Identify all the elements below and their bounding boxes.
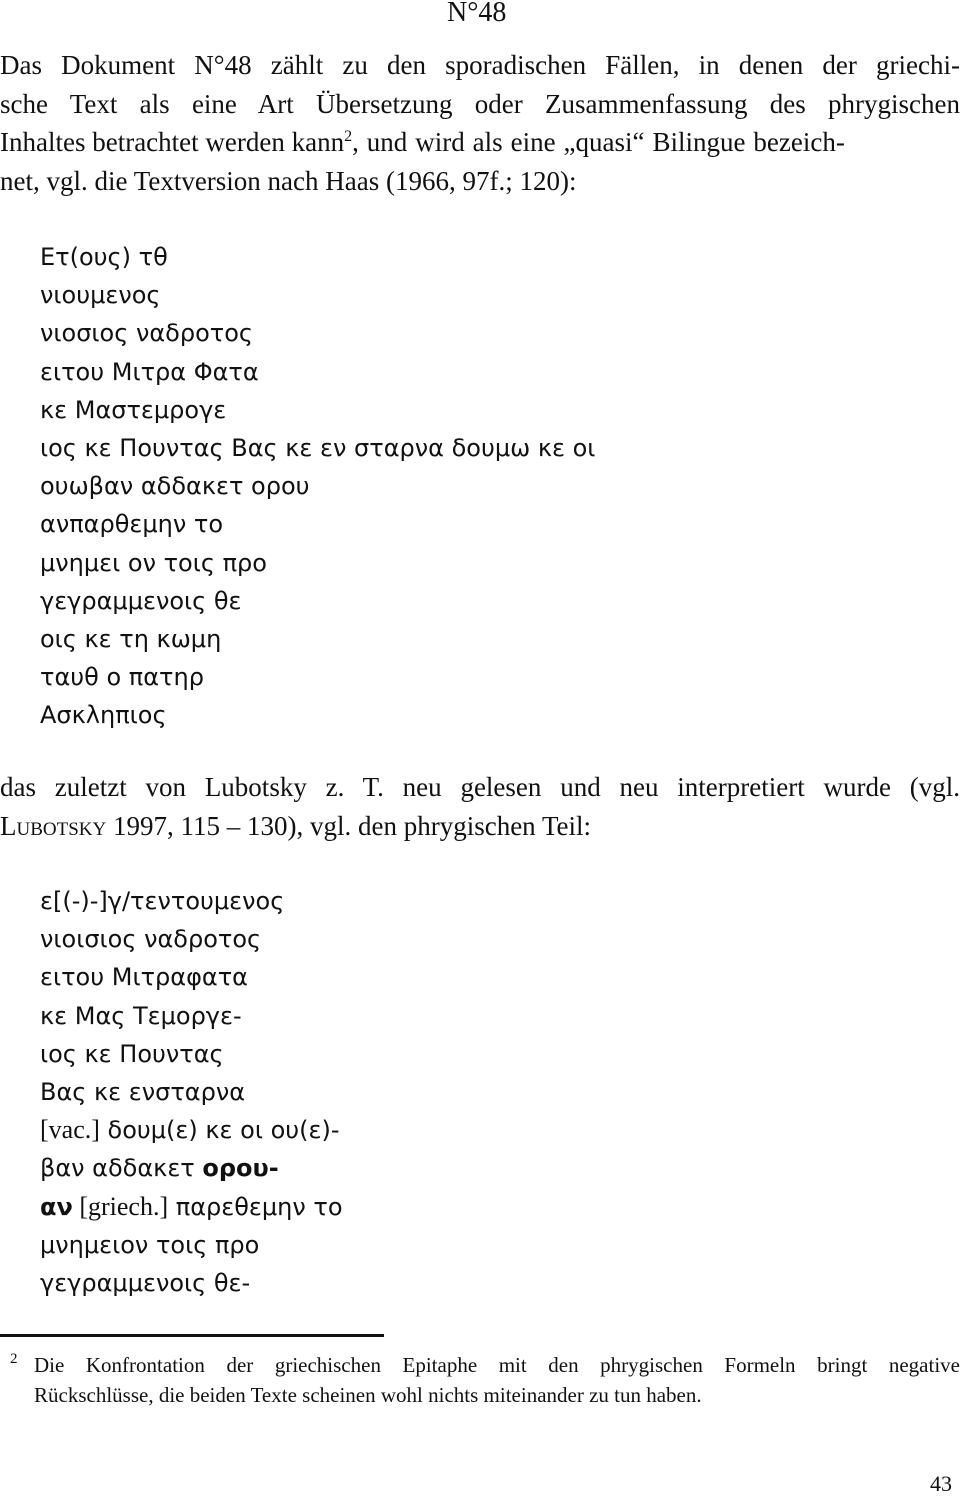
footnote-line-1: Die Konfrontation der griechischen Epitaphe mit den phrygischen Formeln bringt negative xyxy=(34,1353,960,1377)
phrygian-line xyxy=(40,1149,343,1187)
greek-line: κε Μαστεμρογε xyxy=(40,395,227,424)
phrygian-line xyxy=(40,1188,343,1226)
footnote-number: 2 xyxy=(10,1351,18,1367)
greek-line: οις κε τη κωμη xyxy=(40,624,222,653)
intro-line-1: Das Dokument N°48 zählt zu den sporadischen Fällen, in denen der griechi- xyxy=(0,50,960,80)
phrygian-line-9-bold: αν xyxy=(40,1192,73,1221)
document-number-heading: N°48 xyxy=(447,0,507,28)
phrygian-line-8-bold: ορου- xyxy=(202,1154,279,1183)
greek-line: νιοσιος ναδροτος xyxy=(40,319,253,348)
greek-line: ιος κε Πουντας Βας κε εν σταρνα δουμω κε οι xyxy=(40,433,596,462)
greek-line: Ασκληπιος xyxy=(40,701,167,730)
phrygian-line: κε Μας Τεμοργε- xyxy=(40,1001,242,1030)
greek-line: γεγραμμενοις θε xyxy=(40,586,242,615)
greek-line: ουωβαν αδδακετ ορου xyxy=(40,472,310,501)
vacat-marker: [vac.] xyxy=(40,1115,100,1145)
lubotsky-line-2 xyxy=(0,807,960,846)
lubotsky-line-1: das zuletzt von Lubotsky z. T. neu gelesen und neu interpretiert wurde (vgl. xyxy=(0,772,960,802)
greek-line: ανπαρθεμην το xyxy=(40,510,224,539)
lubotsky-paragraph xyxy=(0,768,960,845)
greek-line: ειτου Μιτρα Φατα xyxy=(40,357,259,386)
intro-line-2: sche Text als eine Art Übersetzung oder Zusammenfassung des phrygischen xyxy=(0,88,960,119)
phrygian-line-9-greek: παρεθεμην το xyxy=(168,1192,343,1221)
intro-line-3 xyxy=(0,123,960,162)
greek-line: Ετ(ους) τθ xyxy=(40,243,168,271)
phrygian-line: Βας κε ενσταρνα xyxy=(40,1077,246,1106)
footnote-reference: 2 xyxy=(344,128,353,145)
phrygian-line: ε[(-)-]γ/τεντουμενος xyxy=(40,887,285,915)
phrygian-line: ιος κε Πουντας xyxy=(40,1039,224,1068)
phrygian-line: μνημειον τοις προ xyxy=(40,1230,260,1259)
author-name: Lubotsky xyxy=(0,810,107,841)
phrygian-line xyxy=(40,1111,343,1149)
intro-line-3-end: , und wird als eine „quasi“ Bilingue bezeich- xyxy=(352,127,845,157)
lubotsky-line-2-rest: 1997, 115 – 130), vgl. den phrygischen Teil: xyxy=(106,810,592,841)
greek-line: ταυθ ο πατηρ xyxy=(40,663,204,692)
phrygian-line: γεγραμμενοις θε- xyxy=(40,1268,251,1297)
greek-inscription-haas xyxy=(40,238,595,734)
footnote-separator xyxy=(0,1334,384,1337)
footnote-line-2: Rückschlüsse, die beiden Texte scheinen wohl nichts miteinander zu tun haben. xyxy=(34,1383,702,1407)
phrygian-line-7-greek: δουμ(ε) κε οι ου(ε)- xyxy=(99,1116,340,1145)
phrygian-part-text xyxy=(40,882,343,1302)
phrygian-line: νιοισιος ναδροτος xyxy=(40,925,262,954)
intro-paragraph xyxy=(0,46,960,200)
phrygian-line-8-normal: βαν αδδακετ xyxy=(40,1154,203,1183)
page-number: 43 xyxy=(930,1471,952,1496)
intro-line-4: net, vgl. die Textversion nach Haas (1966, 97f.; 120): xyxy=(0,165,577,196)
footnote xyxy=(0,1350,960,1410)
greek-line: μνημει ον τοις προ xyxy=(40,548,267,577)
greek-line: νιουμενος xyxy=(40,281,161,310)
griech-marker: [griech.] xyxy=(72,1191,169,1221)
intro-line-3-start: Inhaltes betrachtet werden kann xyxy=(0,127,345,157)
phrygian-line: ειτου Μιτραφατα xyxy=(40,963,248,992)
